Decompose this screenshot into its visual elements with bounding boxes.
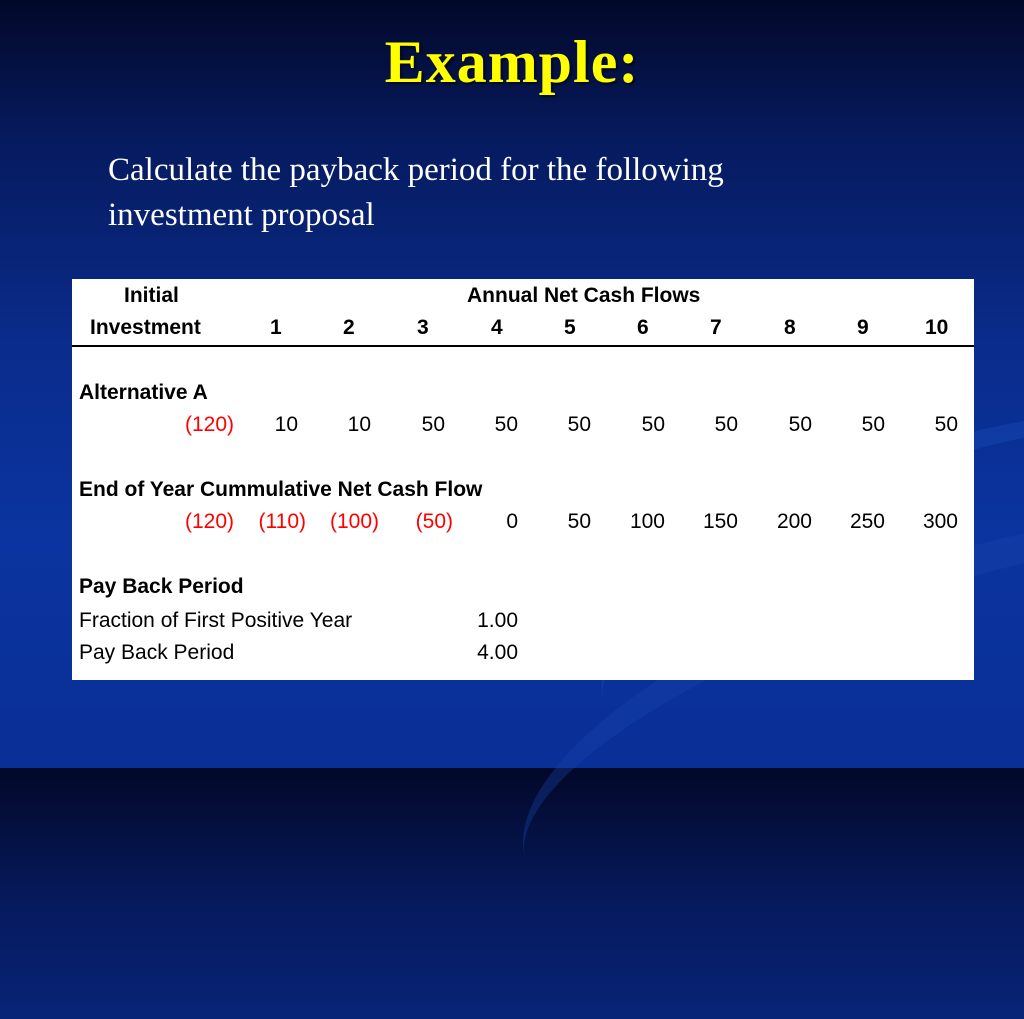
alternative-a-initial: (120) <box>184 413 234 436</box>
payback-heading: Pay Back Period <box>79 575 244 598</box>
alternative-a-flow: 50 <box>788 413 812 436</box>
alternative-a-flow: 10 <box>347 413 371 436</box>
header-initial: Initial <box>124 284 179 307</box>
alternative-a-flow: 50 <box>567 413 591 436</box>
cumulative-flow: 100 <box>629 510 665 533</box>
alternative-a-flow: 50 <box>494 413 518 436</box>
payback-period-label: Pay Back Period <box>79 641 235 664</box>
cash-flow-table <box>72 279 974 680</box>
cumulative-flow: 50 <box>567 510 591 533</box>
cumulative-flow-negative: (110) <box>258 510 306 533</box>
header-year: 4 <box>491 316 503 339</box>
header-investment: Investment <box>90 316 201 339</box>
subtitle-line-2: investment proposal <box>108 197 375 233</box>
payback-period-value: 4.00 <box>477 641 518 664</box>
fraction-value: 1.00 <box>477 609 518 632</box>
cumulative-flow: 200 <box>776 510 812 533</box>
cumulative-flow: 250 <box>849 510 885 533</box>
header-divider <box>72 345 974 347</box>
cumulative-label: End of Year Cummulative Net Cash Flow <box>79 478 483 501</box>
cumulative-flow-negative: (50) <box>415 510 453 533</box>
alternative-a-flow: 50 <box>714 413 738 436</box>
cumulative-flow: 0 <box>506 510 518 533</box>
alternative-a-flow: 50 <box>934 413 958 436</box>
header-year: 7 <box>710 316 722 339</box>
fraction-label: Fraction of First Positive Year <box>79 609 353 632</box>
header-year: 8 <box>784 316 796 339</box>
alternative-a-label: Alternative A <box>79 381 208 404</box>
header-year: 3 <box>417 316 429 339</box>
alternative-a-flow: 50 <box>641 413 665 436</box>
header-year: 10 <box>925 316 949 339</box>
cumulative-flow: 150 <box>702 510 738 533</box>
slide-subtitle <box>108 148 868 238</box>
subtitle-line-1: Calculate the payback period for the following <box>108 152 724 188</box>
header-year: 5 <box>564 316 576 339</box>
alternative-a-flow: 50 <box>861 413 885 436</box>
alternative-a-flow: 10 <box>274 413 298 436</box>
header-year: 9 <box>857 316 869 339</box>
cumulative-flow-negative: (100) <box>329 510 379 533</box>
cumulative-initial: (120) <box>184 510 234 533</box>
header-annual-net-cash-flows: Annual Net Cash Flows <box>467 284 701 307</box>
header-year: 2 <box>343 316 355 339</box>
cumulative-flow: 300 <box>922 510 958 533</box>
slide-title: Example: <box>384 29 640 95</box>
alternative-a-flow: 50 <box>421 413 445 436</box>
header-year: 6 <box>637 316 649 339</box>
header-year: 1 <box>270 316 282 339</box>
